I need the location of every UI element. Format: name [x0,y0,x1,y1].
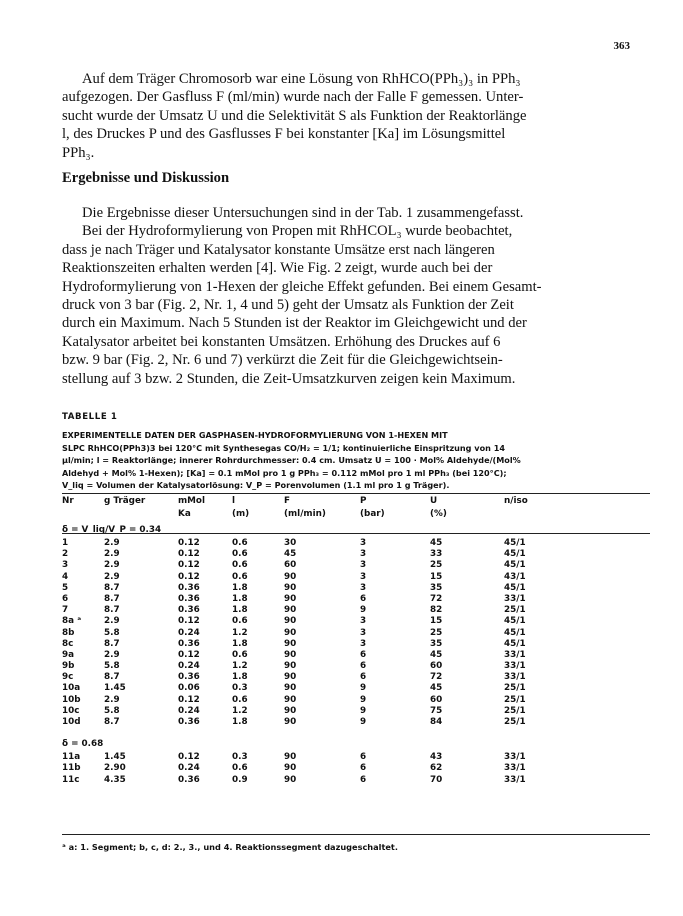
table-cell: 45 [430,649,443,660]
table-cell: 5.8 [104,705,120,716]
table-cell: 0.6 [232,763,248,774]
column-header: F [284,496,291,506]
table-cell: 90 [284,649,297,660]
table-cell: 9 [360,717,367,727]
table-cell: 33/1 [504,763,526,774]
table-row [62,538,650,549]
table-cell: 2.9 [104,649,120,660]
table-row [62,650,650,661]
table-cell: 0.12 [178,560,200,571]
table-cell: 11b [62,763,81,774]
table-cell: 84 [430,717,443,727]
section-label: δ = 0.68 [62,739,104,750]
text-line: druck von 3 bar (Fig. 2, Nr. 1, 4 und 5) geht der Umsatz als Funktion der Zeit [62,297,514,314]
table-header-row-units [62,509,650,522]
table-cell: 45/1 [504,560,526,571]
table-cell: 5.8 [104,661,120,672]
table-row [62,706,650,717]
table-cell: 0.3 [232,752,248,763]
table-cell: 8c [62,638,74,649]
table-cell: 3 [360,571,367,582]
table-cell: 25/1 [504,694,526,705]
table-cell: 45 [284,549,297,560]
text-line: Auf dem Träger Chromosorb war eine Lösung von RhHCO(PPh₃)₃ in PPh₃ [82,71,521,87]
column-unit: (bar) [360,509,385,519]
table-header-rule [62,533,650,534]
section-label: δ = V_liq/V_P = 0.34 [62,525,162,535]
table-cell: 7 [62,605,69,616]
table-row [62,628,650,639]
table-cell: 3 [360,549,367,560]
column-header: U [430,496,438,506]
caption-line: µl/min; l = Reaktorlänge; innerer Rohrdurchmesser: 0.4 cm. Umsatz U = 100 · Mol% Aldehyde/(Mol% [62,455,521,466]
table-cell: 90 [284,616,297,627]
table-cell: 60 [284,560,297,571]
section-gap [62,728,650,736]
table-cell: 72 [430,593,443,604]
table-cell: 10a [62,683,81,694]
table-cell: 0.24 [178,763,200,774]
table-row [62,616,650,627]
table-cell: 6 [360,593,367,604]
table-cell: 6 [360,774,367,785]
table-footnote: ᵃ a: 1. Segment; b, c, d: 2., 3., und 4. Reaktionssegment dazugeschaltet. [62,842,398,852]
table-row [62,661,650,672]
table-cell: 0.12 [178,538,200,548]
table-cell: 33/1 [504,593,526,604]
table-cell: 60 [430,661,443,672]
table-label: TABELLE 1 [62,412,118,422]
table-cell: 90 [284,752,297,763]
table-cell: 10b [62,694,81,705]
table-row [62,560,650,571]
table-row [62,695,650,706]
table-cell: 0.6 [232,549,248,560]
table-cell: 9b [62,661,75,672]
table-cell: 15 [430,616,443,627]
text-line: durch ein Maximum. Nach 5 Stunden ist der Reaktor im Gleichgewicht und der [62,315,527,332]
table-cell: 4 [62,571,69,582]
table-cell: 60 [430,694,443,705]
table-cell: 90 [284,605,297,616]
caption-line: V_liq = Volumen der Katalysatorlösung: V_P = Porenvolumen (1.1 ml pro 1 g Träger). [62,480,450,491]
table-cell: 90 [284,774,297,785]
table-cell: 0.36 [178,593,200,604]
text-line: stellung auf 3 bzw. 2 Stunden, die Zeit-Umsatzkurven zeigen kein Maximum. [62,370,516,387]
text-line: Die Ergebnisse dieser Untersuchungen sind in der Tab. 1 zusammengefasst. [82,205,524,221]
column-unit: (m) [232,509,250,519]
table-cell: 9c [62,672,74,683]
column-header: mMol [178,496,205,506]
table-cell: 6 [360,649,367,660]
page-number: 363 [613,40,630,52]
table-cell: 45/1 [504,582,526,593]
column-unit: (%) [430,509,447,519]
table-cell: 90 [284,705,297,716]
table-row [62,717,650,728]
table-cell: 0.36 [178,582,200,593]
section-label-row [62,522,650,538]
table-cell: 90 [284,661,297,672]
table-cell: 3 [360,638,367,649]
table-cell: 8.7 [104,605,120,616]
table-cell: 0.9 [232,774,248,785]
table-cell: 90 [284,638,297,649]
table-cell: 0.36 [178,717,200,727]
table-cell: 1 [62,538,69,548]
table-cell: 1.2 [232,627,248,638]
table-cell: 90 [284,582,297,593]
table-cell: 0.24 [178,661,200,672]
table-cell: 70 [430,774,443,785]
text-line: sucht wurde der Umsatz U und die Selektivität S als Funktion der Reaktorlänge [62,107,527,124]
table-cell: 0.12 [178,571,200,582]
table-cell: 43/1 [504,571,526,582]
table-cell: 1.8 [232,717,248,727]
table-cell: 8.7 [104,593,120,604]
table-cell: 6 [360,763,367,774]
table-cell: 30 [284,538,297,548]
table-cell: 90 [284,627,297,638]
table-cell: 45/1 [504,638,526,649]
table-cell: 0.12 [178,649,200,660]
section-heading: Ergebnisse und Diskussion [62,170,230,186]
table-bottom-rule [62,834,650,835]
table-cell: 9 [360,705,367,716]
table-cell: 25 [430,627,443,638]
table-cell: 3 [360,627,367,638]
table-row [62,639,650,650]
table-cell: 2.9 [104,694,120,705]
table-cell: 45 [430,538,443,548]
text-line: Hydroformylierung von 1-Hexen der gleiche Effekt gefunden. Bei einem Gesamt- [62,278,542,295]
table-cell: 8.7 [104,672,120,683]
table-row [62,594,650,605]
column-header: g Träger [104,496,146,506]
table-cell: 1.2 [232,661,248,672]
table-cell: 90 [284,717,297,727]
table-cell: 8.7 [104,717,120,727]
table-cell: 8.7 [104,638,120,649]
column-header: n/iso [504,496,528,506]
table-cell: 90 [284,593,297,604]
caption-line: EXPERIMENTELLE DATEN DER GASPHASEN-HYDROFORMYLIERUNG VON 1-HEXEN MIT [62,430,448,440]
paragraph-results [62,204,646,388]
table-body [62,522,650,786]
table-cell: 9 [360,683,367,694]
table-cell: 0.12 [178,752,200,763]
table-cell: 33 [430,549,443,560]
table-cell: 2.9 [104,616,120,627]
table-cell: 35 [430,582,443,593]
table-cell: 0.24 [178,705,200,716]
table-cell: 45/1 [504,627,526,638]
table-header-row-top [62,496,650,509]
table-cell: 0.36 [178,672,200,683]
table-cell: 90 [284,763,297,774]
text-line: PPh₃. [62,144,95,161]
table-cell: 1.8 [232,672,248,683]
table-cell: 10c [62,705,80,716]
table-cell: 1.45 [104,752,126,763]
caption-line: SLPC RhHCO(PPh3)3 bei 120°C mit Synthesegas CO/H₂ = 1/1; kontinuierliche Einspritzung von 14 [62,442,505,453]
table-row [62,583,650,594]
table-cell: 25/1 [504,683,526,694]
table-cell: 0.12 [178,694,200,705]
column-header: P [360,496,367,506]
table-cell: 11a [62,752,81,763]
table-cell: 1.8 [232,593,248,604]
table-cell: 8.7 [104,582,120,593]
table-cell: 4.35 [104,774,126,785]
table-cell: 3 [360,616,367,627]
table-cell: 0.24 [178,627,200,638]
table-cell: 6 [360,672,367,683]
table-cell: 0.6 [232,571,248,582]
table-cell: 90 [284,683,297,694]
paragraph-intro [62,70,646,162]
table-cell: 5.8 [104,627,120,638]
table-cell: 2 [62,549,69,560]
table-cell: 62 [430,763,443,774]
table-cell: 1.45 [104,683,126,694]
table-cell: 3 [360,560,367,571]
table-cell: 0.12 [178,616,200,627]
table-cell: 15 [430,571,443,582]
table-cell: 8b [62,627,75,638]
table-cell: 2.9 [104,538,120,548]
table-cell: 45 [430,683,443,694]
table-cell: 45/1 [504,538,526,548]
table-cell: 9 [360,694,367,705]
table-cell: 2.9 [104,549,120,560]
table-row [62,683,650,694]
table-cell: 0.36 [178,605,200,616]
column-unit: Ka [178,509,191,519]
table-cell: 33/1 [504,672,526,683]
table-cell: 0.06 [178,683,200,694]
table-cell: 2.90 [104,763,126,774]
table-cell: 3 [360,582,367,593]
table-caption [62,429,648,492]
table-row [62,572,650,583]
text-line: aufgezogen. Der Gasfluss F (ml/min) wurde nach der Falle F gemessen. Unter- [62,89,524,106]
table-cell: 25/1 [504,605,526,616]
section-label-row [62,736,650,752]
table-cell: 0.12 [178,549,200,560]
table-cell: 8a ᵃ [62,616,82,627]
table-row [62,752,650,763]
table-cell: 82 [430,605,443,616]
table-cell: 43 [430,752,443,763]
table-cell: 11c [62,774,80,785]
table-top-rule [62,493,650,494]
table-cell: 10d [62,717,81,727]
table-cell: 1.8 [232,605,248,616]
table-row [62,672,650,683]
table-cell: 6 [360,661,367,672]
text-line: Reaktionszeiten erhalten werden [4]. Wie Fig. 2 zeigt, wurde auch bei der [62,260,493,277]
table-cell: 72 [430,672,443,683]
table-cell: 33/1 [504,752,526,763]
table-cell: 90 [284,672,297,683]
table-cell: 0.6 [232,616,248,627]
table-cell: 0.36 [178,774,200,785]
data-table [62,496,650,786]
table-cell: 6 [360,752,367,763]
table-row [62,549,650,560]
caption-line: Aldehyd + Mol% 1-Hexen); [Ka] = 0.1 mMol pro 1 g PPh₃ = 0.112 mMol pro 1 ml PPh₃ (bei 120°C); [62,467,507,478]
text-line: dass je nach Träger und Katalysator konstante Umsätze erst nach längeren [62,241,495,258]
table-cell: 1.2 [232,705,248,716]
table-cell: 25 [430,560,443,571]
text-line: bzw. 9 bar (Fig. 2, Nr. 6 und 7) verkürzt die Zeit für die Gleichgewichtsein- [62,352,503,369]
table-cell: 5 [62,582,69,593]
text-line: l, des Druckes P und des Gasflusses F bei konstanter [Ka] im Lösungsmittel [62,126,506,143]
table-cell: 0.6 [232,560,248,571]
table-cell: 2.9 [104,560,120,571]
table-row [62,605,650,616]
table-cell: 33/1 [504,774,526,785]
table-cell: 25/1 [504,705,526,716]
table-cell: 9 [360,605,367,616]
column-header: Nr [62,496,74,506]
text-line: Katalysator arbeitet bei konstanten Umsätzen. Erhöhung des Druckes auf 6 [62,333,501,350]
table-row [62,775,650,786]
column-unit: (ml/min) [284,509,326,519]
table-cell: 35 [430,638,443,649]
table-cell: 6 [62,593,69,604]
table-cell: 3 [62,560,69,571]
table-cell: 1.8 [232,638,248,649]
table-cell: 9a [62,649,75,660]
table-cell: 2.9 [104,571,120,582]
table-cell: 0.36 [178,638,200,649]
table-cell: 45/1 [504,616,526,627]
table-cell: 0.6 [232,694,248,705]
table-row [62,763,650,774]
table-cell: 0.3 [232,683,248,694]
table-cell: 33/1 [504,649,526,660]
table-cell: 33/1 [504,661,526,672]
table-cell: 90 [284,694,297,705]
table-cell: 1.8 [232,582,248,593]
table-cell: 25/1 [504,717,526,727]
table-cell: 0.6 [232,538,248,548]
table-cell: 3 [360,538,367,548]
table-cell: 90 [284,571,297,582]
text-line: Bei der Hydroformylierung von Propen mit RhHCOL₃ wurde beobachtet, [82,223,513,240]
table-cell: 0.6 [232,649,248,660]
table-cell: 75 [430,705,443,716]
column-header: l [232,496,236,506]
table-cell: 45/1 [504,549,526,560]
